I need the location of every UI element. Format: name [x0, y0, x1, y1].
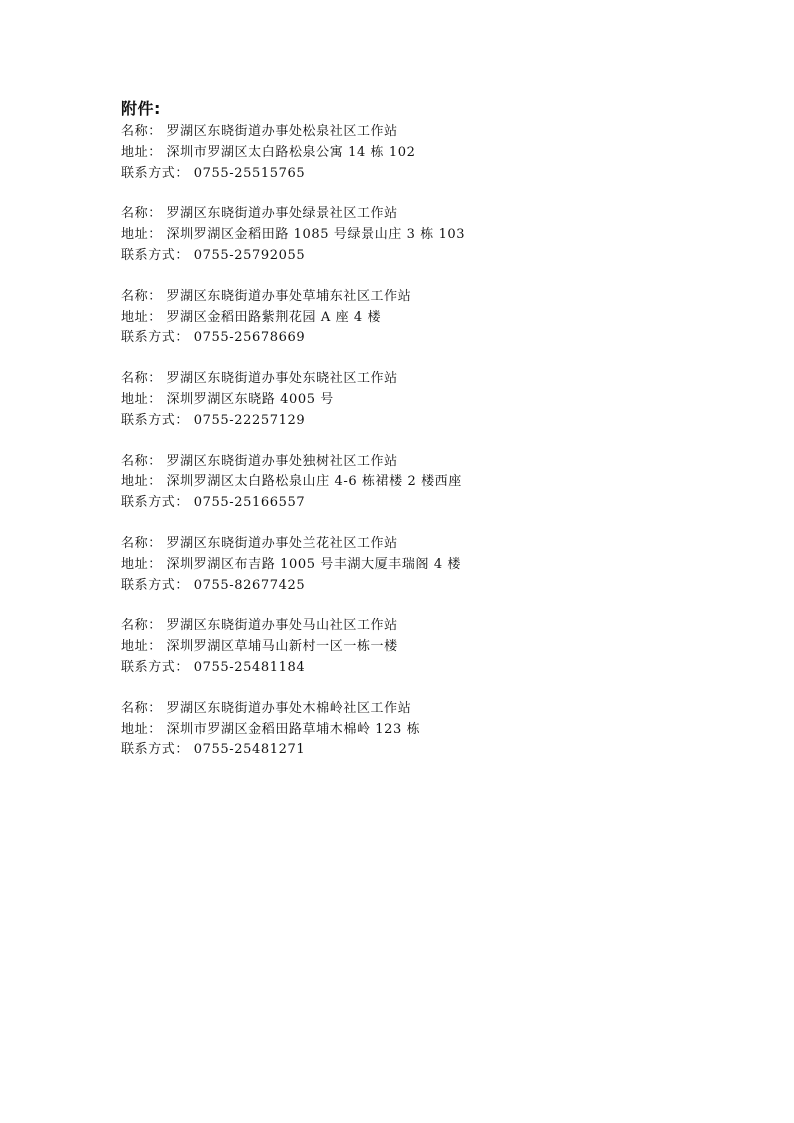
name-value: 罗湖区东晓街道办事处兰花社区工作站 [166, 535, 398, 551]
contact-value: 0755-25515765 [193, 165, 306, 181]
address-value: 深圳罗湖区布吉路 1005 号丰湖大厦丰瑞阁 4 楼 [166, 556, 462, 572]
address-line [121, 225, 721, 246]
address-line [121, 390, 721, 411]
workstation-entry [121, 369, 721, 431]
workstation-entry [121, 699, 721, 761]
workstation-entry [121, 616, 721, 678]
contact-value: 0755-25481184 [193, 659, 306, 675]
address-line [121, 143, 721, 164]
workstation-entry [121, 204, 721, 266]
name-label: 名称： [121, 618, 162, 634]
address-value: 罗湖区金稻田路紫荆花园 A 座 4 楼 [166, 309, 382, 325]
contact-line [121, 493, 721, 514]
contact-label: 联系方式： [121, 495, 190, 511]
address-line [121, 472, 721, 493]
name-label: 名称： [121, 206, 162, 222]
workstation-entry [121, 534, 721, 596]
address-value: 深圳罗湖区金稻田路 1085 号绿景山庄 3 栋 103 [166, 227, 466, 243]
name-value: 罗湖区东晓街道办事处绿景社区工作站 [166, 206, 398, 222]
contact-label: 联系方式： [121, 742, 190, 758]
contact-label: 联系方式： [121, 577, 190, 593]
workstation-entry [121, 122, 721, 184]
contact-label: 联系方式： [121, 247, 190, 263]
contact-label: 联系方式： [121, 330, 190, 346]
contact-line [121, 411, 721, 432]
workstation-entry [121, 287, 721, 349]
contact-line [121, 576, 721, 597]
contact-label: 联系方式： [121, 165, 190, 181]
name-line [121, 369, 721, 390]
name-line [121, 204, 721, 225]
name-value: 罗湖区东晓街道办事处木棉岭社区工作站 [166, 700, 412, 716]
name-line [121, 534, 721, 555]
contact-value: 0755-25678669 [193, 330, 306, 346]
address-line [121, 308, 721, 329]
contact-label: 联系方式： [121, 659, 190, 675]
address-label: 地址： [121, 227, 162, 243]
address-label: 地址： [121, 144, 162, 160]
name-value: 罗湖区东晓街道办事处松泉社区工作站 [166, 124, 398, 139]
address-label: 地址： [121, 639, 162, 655]
name-label: 名称： [121, 124, 162, 139]
address-line [121, 720, 721, 741]
name-value: 罗湖区东晓街道办事处东晓社区工作站 [166, 371, 398, 387]
name-line [121, 699, 721, 720]
name-line [121, 616, 721, 637]
contact-value: 0755-82677425 [193, 577, 306, 593]
contact-line [121, 246, 721, 267]
name-label: 名称： [121, 535, 162, 551]
address-value: 深圳罗湖区太白路松泉山庄 4-6 栋裙楼 2 楼西座 [166, 474, 462, 490]
contact-line [121, 328, 721, 349]
contact-value: 0755-25792055 [193, 247, 306, 263]
address-label: 地址： [121, 391, 162, 407]
contact-label: 联系方式： [121, 412, 190, 428]
contact-line [121, 164, 721, 185]
name-value: 罗湖区东晓街道办事处马山社区工作站 [166, 618, 398, 634]
contact-line [121, 658, 721, 679]
address-label: 地址： [121, 309, 162, 325]
address-value: 深圳罗湖区东晓路 4005 号 [166, 391, 334, 407]
workstation-list [121, 122, 721, 761]
name-value: 罗湖区东晓街道办事处独树社区工作站 [166, 453, 398, 469]
address-label: 地址： [121, 474, 162, 490]
name-label: 名称： [121, 371, 162, 387]
name-label: 名称： [121, 288, 162, 304]
workstation-entry [121, 452, 721, 514]
name-value: 罗湖区东晓街道办事处草埔东社区工作站 [166, 288, 412, 304]
contact-value: 0755-25166557 [193, 495, 306, 511]
attachment-content [121, 98, 721, 781]
address-line [121, 555, 721, 576]
address-value: 深圳罗湖区草埔马山新村一区一栋一楼 [166, 639, 398, 655]
contact-value: 0755-25481271 [193, 742, 306, 758]
name-line [121, 122, 721, 143]
attachment-heading: 附件: [121, 99, 161, 118]
address-value: 深圳市罗湖区金稻田路草埔木棉岭 123 栋 [166, 721, 421, 737]
name-line [121, 452, 721, 473]
contact-value: 0755-22257129 [193, 412, 306, 428]
name-line [121, 287, 721, 308]
address-line [121, 637, 721, 658]
address-value: 深圳市罗湖区太白路松泉公寓 14 栋 102 [166, 144, 416, 160]
address-label: 地址： [121, 721, 162, 737]
address-label: 地址： [121, 556, 162, 572]
name-label: 名称： [121, 453, 162, 469]
name-label: 名称： [121, 700, 162, 716]
contact-line [121, 740, 721, 761]
